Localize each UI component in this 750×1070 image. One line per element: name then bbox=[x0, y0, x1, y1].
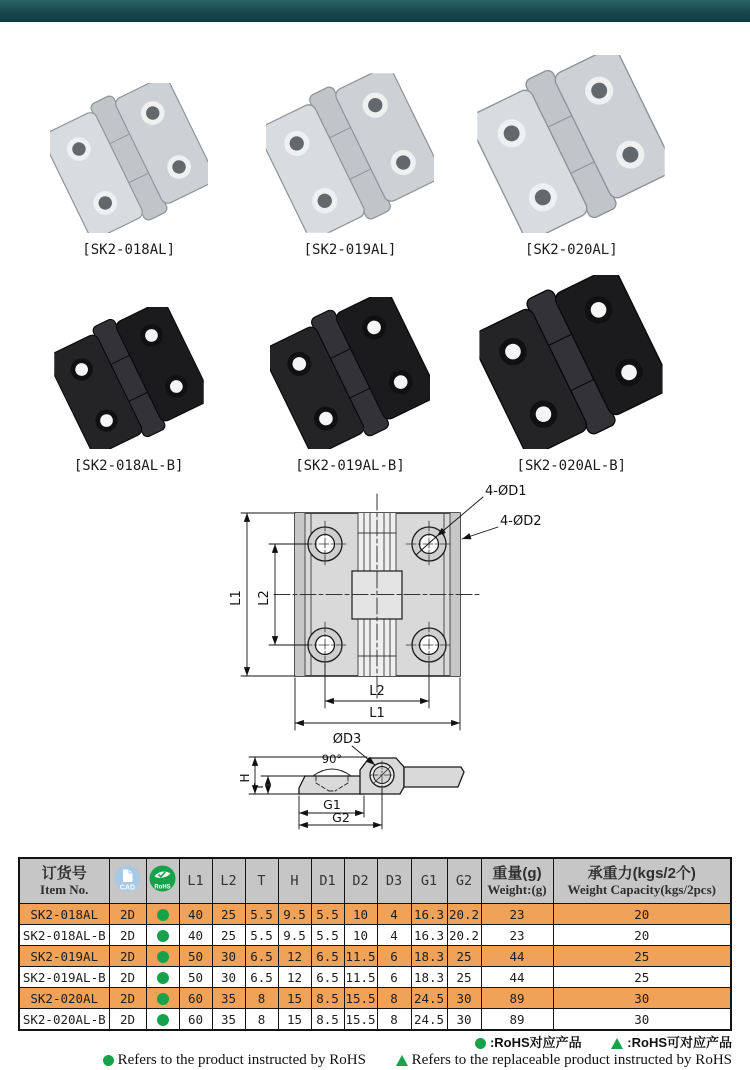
rohs-triangle-icon bbox=[396, 1055, 408, 1066]
legend-text: Refers to the product instructed by RoHS bbox=[117, 1052, 366, 1068]
product-label: [SK2-020AL] bbox=[524, 242, 618, 258]
dim-label-l1-bottom: L1 bbox=[369, 706, 385, 721]
table-row bbox=[19, 946, 731, 967]
top-view bbox=[229, 484, 541, 730]
dim-label-h: H bbox=[238, 773, 252, 783]
col-header-l2: L2 bbox=[212, 858, 245, 904]
value-cell: 18.3 bbox=[411, 967, 447, 988]
col-header-d2: D2 bbox=[344, 858, 377, 904]
value-cell: 30 bbox=[553, 1009, 731, 1031]
value-cell: 20.2 bbox=[447, 904, 481, 925]
product-label: [SK2-019AL] bbox=[303, 242, 397, 258]
rohs-triangle-icon bbox=[611, 1038, 623, 1049]
rohs-dot-icon bbox=[157, 951, 169, 963]
weight-cn: 重量(g) bbox=[492, 865, 542, 882]
value-cell: 9.5 bbox=[278, 904, 311, 925]
capacity-en: Weight Capacity(kgs/2pcs) bbox=[567, 882, 716, 897]
legend-text: :RoHS可对应产品 bbox=[627, 1035, 732, 1050]
product-sk2-020al bbox=[477, 55, 665, 258]
value-cell: 35 bbox=[212, 1009, 245, 1031]
value-cell: 11.5 bbox=[344, 967, 377, 988]
value-cell: 89 bbox=[481, 1009, 553, 1031]
weight-en: Weight:(g) bbox=[487, 882, 547, 897]
cad-2d-cell: 2D bbox=[109, 988, 146, 1009]
rohs-cell bbox=[146, 904, 179, 925]
item-no-cell: SK2-020AL bbox=[19, 988, 109, 1009]
value-cell: 8.5 bbox=[311, 988, 344, 1009]
value-cell: 24.5 bbox=[411, 988, 447, 1009]
value-cell: 6.5 bbox=[311, 946, 344, 967]
value-cell: 20 bbox=[553, 925, 731, 946]
value-cell: 25 bbox=[447, 946, 481, 967]
value-cell: 25 bbox=[212, 925, 245, 946]
item-no-en: Item No. bbox=[40, 882, 89, 897]
product-label: [SK2-018AL-B] bbox=[73, 458, 184, 474]
col-header-rohs bbox=[146, 858, 179, 904]
technical-drawing bbox=[212, 476, 750, 855]
value-cell: 89 bbox=[481, 988, 553, 1009]
value-cell: 10 bbox=[344, 904, 377, 925]
hinge-photo-black bbox=[270, 297, 430, 449]
capacity-cn: 承重力(kgs/2个) bbox=[587, 865, 696, 882]
hinge-photo-silver bbox=[50, 83, 208, 233]
rohs-legend-cn bbox=[18, 1035, 732, 1051]
dim-label-4d2: 4-ØD2 bbox=[500, 514, 542, 529]
svg-text:CAD: CAD bbox=[119, 884, 136, 892]
col-header-g2: G2 bbox=[447, 858, 481, 904]
value-cell: 60 bbox=[179, 988, 212, 1009]
item-no-cell: SK2-018AL bbox=[19, 904, 109, 925]
value-cell: 40 bbox=[179, 925, 212, 946]
rohs-cell bbox=[146, 967, 179, 988]
rohs-dot-icon bbox=[103, 1055, 114, 1066]
value-cell: 15 bbox=[278, 1009, 311, 1031]
value-cell: 50 bbox=[179, 946, 212, 967]
product-label: [SK2-020AL-B] bbox=[516, 458, 627, 474]
value-cell: 24.5 bbox=[411, 1009, 447, 1031]
legend-item bbox=[475, 1035, 582, 1050]
value-cell: 15.5 bbox=[344, 1009, 377, 1031]
value-cell: 6 bbox=[377, 967, 411, 988]
col-header-h: H bbox=[278, 858, 311, 904]
value-cell: 15.5 bbox=[344, 988, 377, 1009]
value-cell: 8 bbox=[377, 1009, 411, 1031]
cad-2d-cell: 2D bbox=[109, 925, 146, 946]
product-sk2-020al-b bbox=[479, 275, 663, 474]
value-cell: 16.3 bbox=[411, 925, 447, 946]
teal-header-bar bbox=[0, 0, 750, 22]
value-cell: 44 bbox=[481, 967, 553, 988]
rohs-cell bbox=[146, 946, 179, 967]
value-cell: 30 bbox=[447, 1009, 481, 1031]
item-no-cell: SK2-019AL bbox=[19, 946, 109, 967]
rohs-cell bbox=[146, 925, 179, 946]
value-cell: 40 bbox=[179, 904, 212, 925]
footnotes bbox=[18, 1035, 732, 1070]
col-header-capacity bbox=[553, 858, 731, 904]
value-cell: 6 bbox=[377, 946, 411, 967]
value-cell: 20.2 bbox=[447, 925, 481, 946]
item-no-cell: SK2-020AL-B bbox=[19, 1009, 109, 1031]
legend-item bbox=[611, 1035, 732, 1050]
col-header-d3: D3 bbox=[377, 858, 411, 904]
value-cell: 5.5 bbox=[311, 925, 344, 946]
value-cell: 30 bbox=[212, 967, 245, 988]
value-cell: 35 bbox=[212, 988, 245, 1009]
product-sk2-018al bbox=[50, 83, 208, 258]
col-header-g1: G1 bbox=[411, 858, 447, 904]
cad-2d-cell: 2D bbox=[109, 967, 146, 988]
value-cell: 6.5 bbox=[245, 967, 278, 988]
hinge-photo-black bbox=[479, 275, 663, 449]
value-cell: 16.3 bbox=[411, 904, 447, 925]
rohs-dot-icon bbox=[157, 909, 169, 921]
col-header-cad bbox=[109, 858, 146, 904]
cad-2d-cell: 2D bbox=[109, 1009, 146, 1031]
rohs-dot-icon bbox=[157, 993, 169, 1005]
value-cell: 30 bbox=[212, 946, 245, 967]
dim-label-l2-left: L2 bbox=[257, 590, 272, 606]
value-cell: 11.5 bbox=[344, 946, 377, 967]
value-cell: 8 bbox=[245, 988, 278, 1009]
spec-table-body bbox=[19, 904, 731, 1031]
value-cell: 60 bbox=[179, 1009, 212, 1031]
rohs-dot-icon bbox=[157, 930, 169, 942]
product-sk2-019al bbox=[266, 73, 434, 258]
col-header-weight bbox=[481, 858, 553, 904]
value-cell: 30 bbox=[447, 988, 481, 1009]
table-row bbox=[19, 925, 731, 946]
value-cell: 8 bbox=[377, 988, 411, 1009]
product-label: [SK2-019AL-B] bbox=[295, 458, 405, 474]
svg-text:RoHS: RoHS bbox=[154, 884, 171, 891]
cad-2d-cell: 2D bbox=[109, 946, 146, 967]
table-row bbox=[19, 904, 731, 925]
hinge-photo-silver bbox=[477, 55, 665, 233]
value-cell: 8.5 bbox=[311, 1009, 344, 1031]
table-row bbox=[19, 1009, 731, 1031]
value-cell: 23 bbox=[481, 925, 553, 946]
value-cell: 6.5 bbox=[245, 946, 278, 967]
value-cell: 4 bbox=[377, 904, 411, 925]
table-row bbox=[19, 988, 731, 1009]
dim-label-d3: ØD3 bbox=[332, 732, 362, 747]
value-cell: 12 bbox=[278, 946, 311, 967]
value-cell: 4 bbox=[377, 925, 411, 946]
hinge-photo-silver bbox=[266, 73, 434, 233]
value-cell: 9.5 bbox=[278, 925, 311, 946]
rohs-icon bbox=[149, 865, 176, 892]
value-cell: 25 bbox=[553, 967, 731, 988]
cad-icon bbox=[114, 865, 141, 892]
value-cell: 5.5 bbox=[245, 904, 278, 925]
dim-label-t: T bbox=[252, 783, 266, 791]
value-cell: 5.5 bbox=[245, 925, 278, 946]
value-cell: 23 bbox=[481, 904, 553, 925]
side-view bbox=[238, 732, 464, 829]
product-sk2-018al-b bbox=[54, 307, 204, 474]
value-cell: 25 bbox=[447, 967, 481, 988]
spec-table bbox=[18, 857, 732, 1031]
value-cell: 25 bbox=[553, 946, 731, 967]
rohs-cell bbox=[146, 1009, 179, 1031]
item-no-cell: SK2-018AL-B bbox=[19, 925, 109, 946]
value-cell: 20 bbox=[553, 904, 731, 925]
product-label: [SK2-018AL] bbox=[82, 242, 176, 258]
rohs-dot-icon bbox=[475, 1038, 486, 1049]
cad-2d-cell: 2D bbox=[109, 904, 146, 925]
dim-label-g1: G1 bbox=[323, 797, 341, 812]
value-cell: 10 bbox=[344, 925, 377, 946]
item-no-cell: SK2-019AL-B bbox=[19, 967, 109, 988]
dim-label-l2-bottom: L2 bbox=[369, 684, 385, 699]
table-header-row bbox=[19, 858, 731, 904]
dim-label-l1-left: L1 bbox=[229, 590, 244, 606]
dim-label-angle: 90° bbox=[321, 752, 343, 766]
col-header-l1: L1 bbox=[179, 858, 212, 904]
value-cell: 15 bbox=[278, 988, 311, 1009]
product-sk2-019al-b bbox=[270, 297, 430, 474]
value-cell: 18.3 bbox=[411, 946, 447, 967]
hinge-photo-black bbox=[54, 307, 204, 449]
black-products-row bbox=[18, 275, 682, 474]
value-cell: 30 bbox=[553, 988, 731, 1009]
legend-text: :RoHS对应产品 bbox=[489, 1035, 582, 1050]
col-header-d1: D1 bbox=[311, 858, 344, 904]
rohs-cell bbox=[146, 988, 179, 1009]
legend-text: Refers to the replaceable product instructed by RoHS bbox=[411, 1052, 732, 1068]
rohs-dot-icon bbox=[157, 1014, 169, 1026]
value-cell: 44 bbox=[481, 946, 553, 967]
rohs-legend-en bbox=[18, 1051, 732, 1070]
dim-label-4d1: 4-ØD1 bbox=[485, 484, 527, 499]
value-cell: 12 bbox=[278, 967, 311, 988]
value-cell: 50 bbox=[179, 967, 212, 988]
legend-item bbox=[396, 1052, 732, 1068]
value-cell: 25 bbox=[212, 904, 245, 925]
legend-item bbox=[103, 1052, 366, 1068]
col-header-t: T bbox=[245, 858, 278, 904]
col-header-item bbox=[19, 858, 109, 904]
table-row bbox=[19, 967, 731, 988]
value-cell: 6.5 bbox=[311, 967, 344, 988]
item-no-cn: 订货号 bbox=[41, 865, 87, 882]
value-cell: 8 bbox=[245, 1009, 278, 1031]
dim-label-g2: G2 bbox=[332, 810, 350, 825]
silver-products-row bbox=[18, 55, 682, 258]
value-cell: 5.5 bbox=[311, 904, 344, 925]
rohs-dot-icon bbox=[157, 972, 169, 984]
